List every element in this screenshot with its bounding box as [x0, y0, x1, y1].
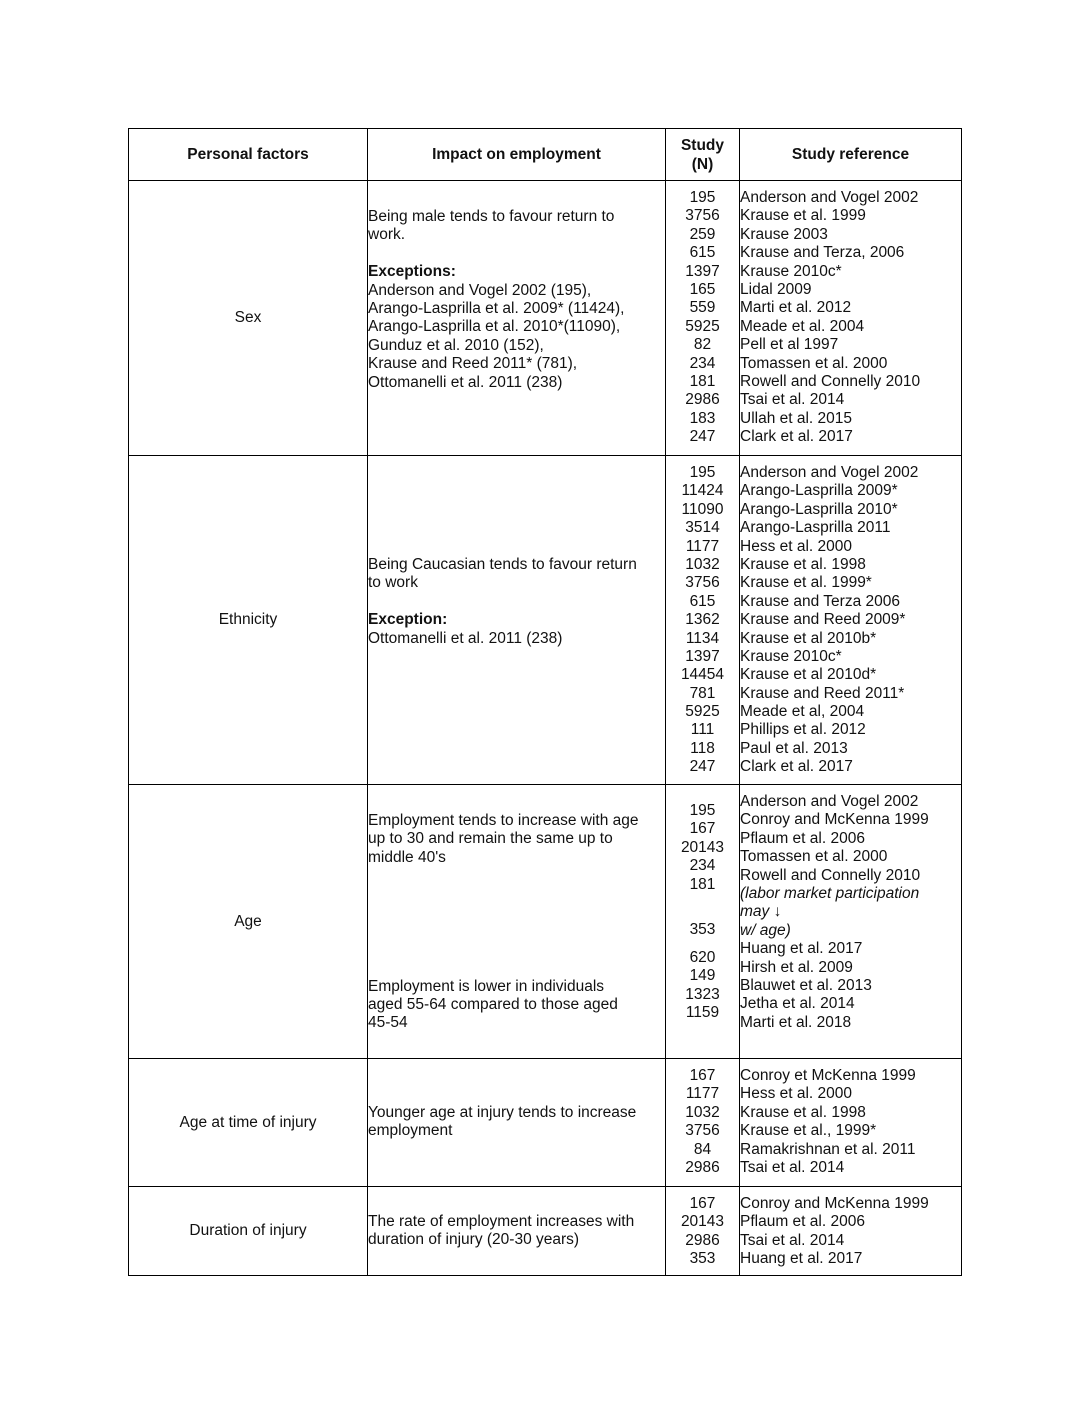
factor-age-at-injury: Age at time of injury — [129, 1059, 368, 1187]
study-n-value: 615 — [689, 592, 716, 610]
age-note: may ↓ — [740, 903, 782, 921]
study-reference: Krause 2003 — [740, 225, 828, 243]
study-n-value: 181 — [689, 372, 716, 390]
study-reference: Anderson and Vogel 2002 — [740, 464, 919, 481]
study-n-value: 353 — [689, 1250, 716, 1268]
study-reference: Ramakrishnan et al. 2011 — [740, 1140, 916, 1158]
study-reference: Hirsh et al. 2009 — [740, 958, 853, 976]
impact-line: to work — [368, 574, 418, 592]
refs-duration-of-injury — [740, 1187, 962, 1276]
impact-line: up to 30 and remain the same up to — [368, 830, 613, 848]
study-n-value: 165 — [689, 280, 716, 298]
study-n-value: 781 — [689, 684, 716, 702]
study-reference: Krause et al. 1999 — [740, 207, 866, 225]
exceptions-label: Exceptions: — [368, 263, 456, 281]
header-study-n — [666, 129, 740, 181]
header-row — [129, 129, 962, 181]
factor-sex: Sex — [129, 181, 368, 456]
exception-item: Ottomanelli et al. 2011 (238) — [368, 373, 563, 391]
study-n-value: 1134 — [685, 629, 720, 647]
impact-line: work. — [368, 226, 406, 244]
study-n-value: 14454 — [680, 666, 725, 684]
study-reference: Ullah et al. 2015 — [740, 409, 853, 427]
study-n-value: 1177 — [685, 1085, 720, 1103]
study-n-value: 3514 — [685, 519, 720, 537]
employment-factors-table — [128, 128, 962, 1276]
impact-line: Being Caucasian tends to favour return — [368, 556, 637, 573]
study-n-value: 615 — [689, 244, 716, 262]
study-reference: Marti et al. 2012 — [740, 299, 852, 317]
impact-line: Being male tends to favour return to — [368, 208, 615, 225]
study-n-value: 111 — [690, 721, 715, 739]
study-n-ethnicity — [666, 456, 740, 785]
study-reference: Anderson and Vogel 2002 — [740, 189, 919, 206]
refs-ethnicity — [740, 456, 962, 785]
study-reference: Jetha et al. 2014 — [740, 995, 855, 1013]
impact-ethnicity — [368, 456, 666, 785]
study-reference: Krause and Reed 2011* — [740, 684, 905, 702]
impact-age — [368, 785, 666, 1059]
study-n-value: 1032 — [685, 555, 720, 573]
study-reference: Lidal 2009 — [740, 280, 812, 298]
study-n-value: 353 — [689, 921, 716, 939]
row-age — [129, 785, 962, 1059]
exception-item: Arango-Lasprilla et al. 2010*(11090), — [368, 318, 621, 336]
age-note: (labor market participation — [740, 884, 920, 902]
header-impact: Impact on employment — [368, 129, 666, 181]
study-n-value: 195 — [689, 189, 716, 206]
study-n-age-at-injury — [666, 1059, 740, 1187]
refs-age — [740, 785, 962, 1059]
impact-sex — [368, 181, 666, 456]
exception-label: Exception: — [368, 611, 448, 629]
study-n-value: 2986 — [685, 1158, 720, 1176]
study-n-value: 2986 — [685, 1231, 720, 1249]
study-n-sex — [666, 181, 740, 456]
study-n-duration-of-injury — [666, 1187, 740, 1276]
refs-age-at-injury — [740, 1059, 962, 1187]
study-reference: Arango-Lasprilla 2011 — [740, 519, 891, 537]
study-n-value: 2986 — [685, 391, 720, 409]
study-reference: Tomassen et al. 2000 — [740, 848, 888, 866]
study-reference: Phillips et al. 2012 — [740, 721, 866, 739]
study-n-value: 1159 — [685, 1003, 720, 1021]
study-reference: Meade et al. 2004 — [740, 317, 865, 335]
header-personal-factors: Personal factors — [129, 129, 368, 181]
study-n-value: 559 — [689, 299, 716, 317]
study-n-value: 118 — [690, 739, 715, 757]
factor-age: Age — [129, 785, 368, 1059]
study-reference: Rowell and Connelly 2010 — [740, 866, 921, 884]
study-reference: Tsai et al. 2014 — [740, 391, 845, 409]
study-reference: Krause 2010c* — [740, 647, 842, 665]
study-n-value: 20143 — [680, 1213, 725, 1231]
study-reference: Krause et al. 1998 — [740, 1103, 866, 1121]
study-n-value: 195 — [689, 464, 716, 481]
study-n-value: 3756 — [685, 574, 720, 592]
study-n-value: 181 — [689, 875, 716, 893]
impact-line: aged 55-64 compared to those aged — [368, 995, 618, 1013]
impact-line: duration of injury (20-30 years) — [368, 1231, 580, 1249]
study-reference: Arango-Lasprilla 2010* — [740, 500, 898, 518]
study-n-value: 167 — [689, 1067, 716, 1084]
study-n-value: 620 — [689, 948, 716, 966]
study-reference: Huang et al. 2017 — [740, 1250, 863, 1268]
study-reference: Clark et al. 2017 — [740, 428, 853, 446]
study-reference: Blauwet et al. 2013 — [740, 976, 872, 994]
study-reference: Krause et al. 1998 — [740, 555, 866, 573]
factor-duration-of-injury: Duration of injury — [129, 1187, 368, 1276]
study-reference: Marti et al. 2018 — [740, 1013, 852, 1031]
study-n-value: 183 — [689, 409, 716, 427]
impact-age-at-injury — [368, 1059, 666, 1187]
study-reference: Conroy and McKenna 1999 — [740, 1195, 929, 1212]
study-n-value: 1323 — [685, 985, 720, 1003]
study-n-value: 195 — [689, 802, 716, 819]
impact-duration-of-injury — [368, 1187, 666, 1276]
study-n-value: 1397 — [685, 262, 720, 280]
exception-item: Arango-Lasprilla et al. 2009* (11424), — [368, 299, 625, 317]
exception-item: Krause and Reed 2011* (781), — [368, 355, 578, 373]
study-n-value: 11424 — [681, 482, 724, 500]
study-reference: Pflaum et al. 2006 — [740, 829, 865, 847]
study-reference: Arango-Lasprilla 2009* — [740, 482, 898, 500]
study-n-value: 3756 — [685, 1122, 720, 1140]
study-reference: Meade et al, 2004 — [740, 703, 865, 721]
study-reference: Hess et al. 2000 — [740, 1085, 853, 1103]
study-n-value: 167 — [689, 820, 716, 838]
study-n-value: 1177 — [685, 537, 720, 555]
study-n-value: 82 — [693, 336, 712, 354]
study-n-value: 5925 — [685, 703, 720, 721]
impact-line: Employment tends to increase with age — [368, 812, 639, 829]
refs-sex — [740, 181, 962, 456]
exception-item: Gunduz et al. 2010 (152), — [368, 336, 544, 354]
header-study-n-line2: (N) — [691, 155, 714, 173]
exception-item: Anderson and Vogel 2002 (195), — [368, 281, 592, 299]
study-n-value: 84 — [693, 1140, 712, 1158]
study-n-value: 11090 — [681, 500, 724, 518]
header-study-reference: Study reference — [740, 129, 962, 181]
study-reference: Pflaum et al. 2006 — [740, 1213, 865, 1231]
study-n-value: 167 — [689, 1195, 716, 1212]
study-reference: Krause 2010c* — [740, 262, 842, 280]
study-n-value: 1032 — [685, 1103, 720, 1121]
study-reference: Conroy et McKenna 1999 — [740, 1067, 916, 1084]
impact-line: employment — [368, 1122, 453, 1140]
study-n-age — [666, 785, 740, 1059]
study-reference: Clark et al. 2017 — [740, 758, 853, 776]
study-n-value: 3756 — [685, 207, 720, 225]
study-reference: Rowell and Connelly 2010 — [740, 372, 921, 390]
study-n-value: 1362 — [685, 611, 720, 629]
study-reference: Huang et al. 2017 — [740, 940, 863, 958]
study-reference: Krause and Terza, 2006 — [740, 244, 905, 262]
study-reference: Tsai et al. 2014 — [740, 1231, 845, 1249]
factor-ethnicity: Ethnicity — [129, 456, 368, 785]
row-duration-of-injury — [129, 1187, 962, 1276]
row-age-at-injury — [129, 1059, 962, 1187]
exception-item: Ottomanelli et al. 2011 (238) — [368, 629, 563, 647]
study-reference: Krause et al., 1999* — [740, 1122, 877, 1140]
study-reference: Krause et al 2010d* — [740, 666, 877, 684]
impact-line: Younger age at injury tends to increase — [368, 1104, 637, 1121]
study-n-value: 247 — [689, 758, 716, 776]
study-reference: Hess et al. 2000 — [740, 537, 853, 555]
study-reference: Krause et al 2010b* — [740, 629, 877, 647]
study-n-value: 20143 — [680, 838, 725, 856]
row-sex — [129, 181, 962, 456]
study-reference: Paul et al. 2013 — [740, 739, 848, 757]
age-note: w/ age) — [740, 921, 791, 939]
study-n-value: 247 — [689, 428, 716, 446]
header-study-n-line1: Study — [680, 136, 725, 154]
study-reference: Tomassen et al. 2000 — [740, 354, 888, 372]
study-reference: Anderson and Vogel 2002 — [740, 793, 919, 810]
study-reference: Pell et al 1997 — [740, 336, 839, 354]
study-n-value: 234 — [689, 857, 716, 875]
study-reference: Tsai et al. 2014 — [740, 1158, 845, 1176]
study-reference: Krause and Terza 2006 — [740, 592, 900, 610]
impact-line: Employment is lower in individuals — [368, 977, 605, 995]
study-reference: Krause et al. 1999* — [740, 574, 872, 592]
row-ethnicity — [129, 456, 962, 785]
impact-line: The rate of employment increases with — [368, 1213, 635, 1230]
impact-line: 45-54 — [368, 1014, 408, 1032]
study-n-value: 1397 — [685, 647, 720, 665]
study-reference: Conroy and McKenna 1999 — [740, 811, 929, 829]
study-n-value: 149 — [689, 967, 716, 985]
impact-line: middle 40's — [368, 848, 446, 866]
study-n-value: 5925 — [685, 317, 720, 335]
study-n-value: 259 — [689, 225, 716, 243]
study-n-value: 234 — [689, 354, 716, 372]
study-reference: Krause and Reed 2009* — [740, 611, 906, 629]
